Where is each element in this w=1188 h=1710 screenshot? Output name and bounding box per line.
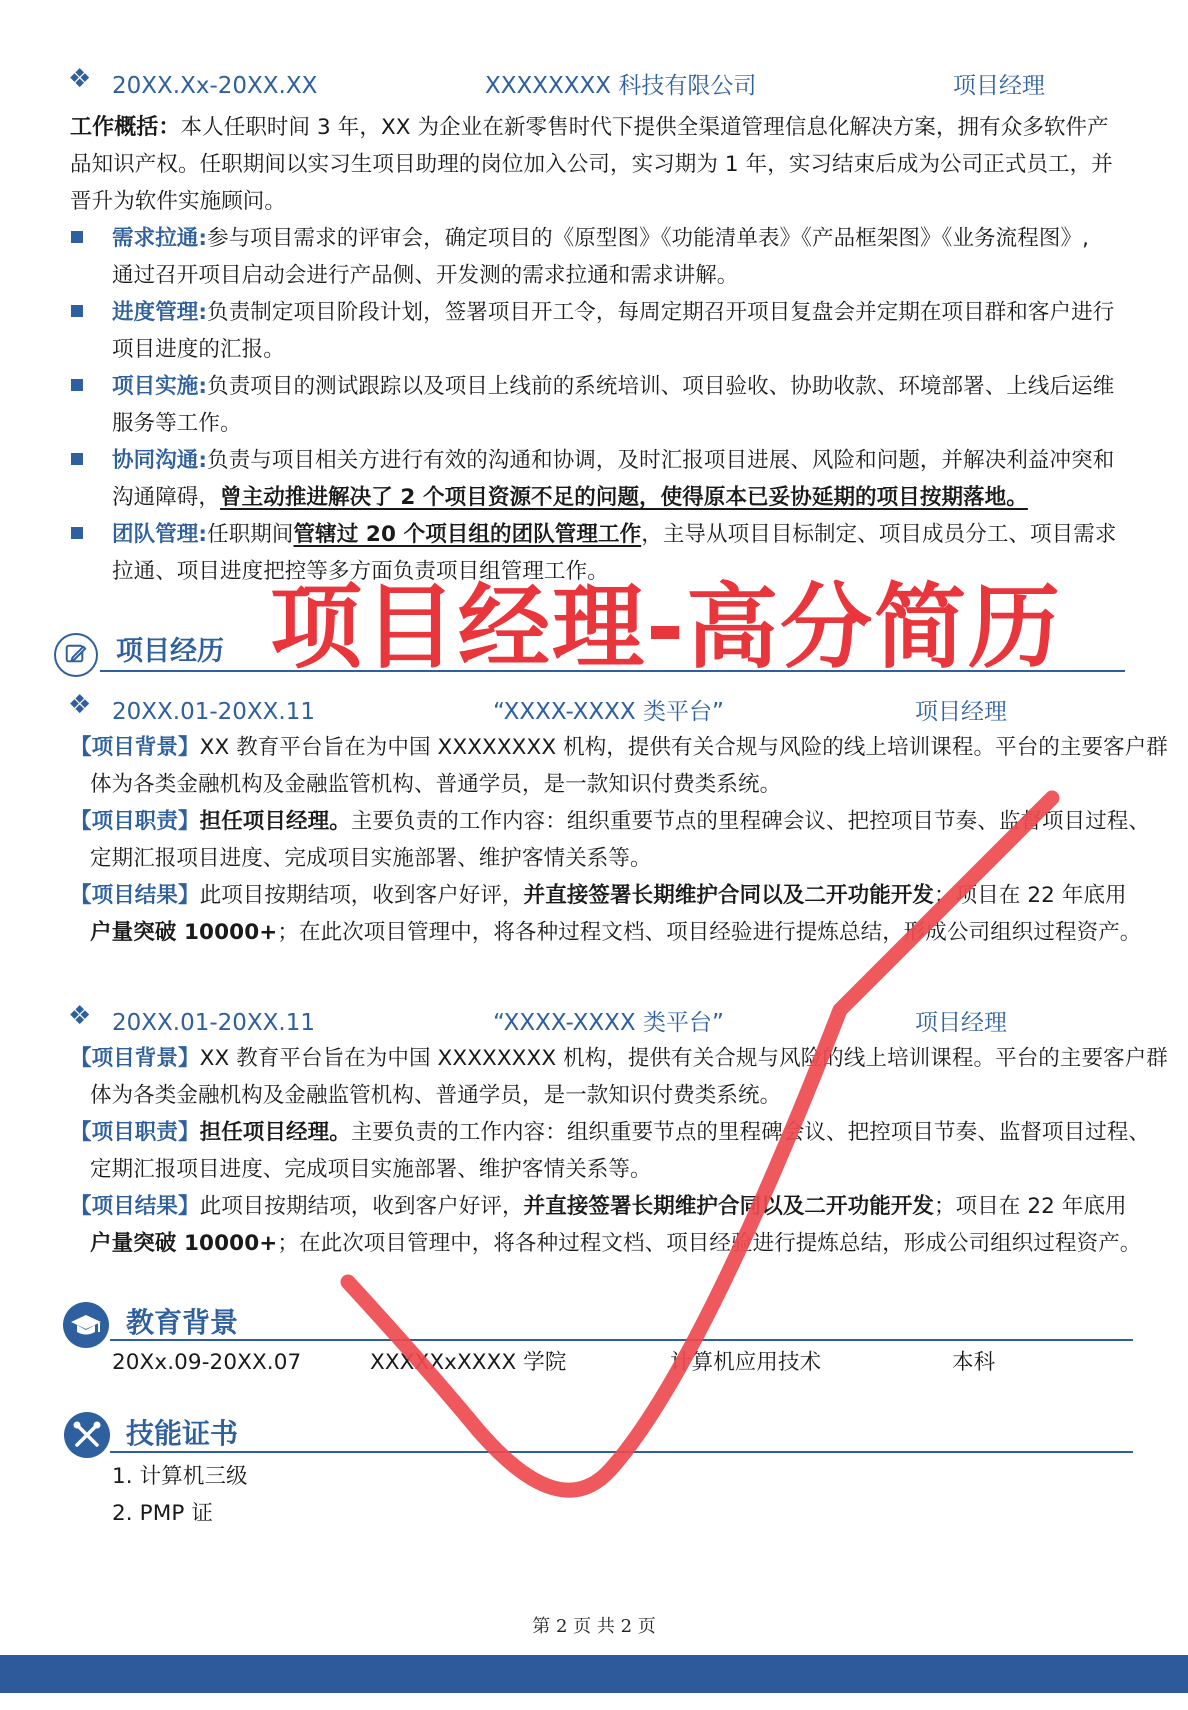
summary-label: 工作概括： — [70, 115, 181, 140]
project-background — [70, 1048, 1168, 1070]
project-name: “XXXX-XXXX 类平台” — [493, 699, 724, 725]
skill-item: 1. 计算机三级 — [112, 1464, 248, 1489]
project-role: 项目经理 — [915, 1010, 1007, 1036]
job-item-1-line2: 通过召开项目启动会进行产品侧、开发测的需求拉通和需求讲解。 — [112, 263, 739, 288]
job-period: 20XX.Xx-20XX.XX — [112, 73, 318, 99]
project-result-text: ；在此次项目管理中，将各种过程文档、项目经验进行提炼总结，形成公司组织过程资产。 — [277, 920, 1142, 945]
project-background-text: XX 教育平台旨在为中国 XXXXXXXX 机构，提供有关合规与风险的线上培训课程。平台的主要客户群 — [199, 1046, 1168, 1071]
project-duty-label: 【项目职责】 — [70, 809, 200, 834]
project-period: 20XX.01-20XX.11 — [112, 1010, 316, 1036]
project-duty-highlight: 担任项目经理。 — [199, 1120, 351, 1145]
project-name: “XXXX-XXXX 类平台” — [493, 1010, 724, 1036]
job-item-2-line2: 项目进度的汇报。 — [112, 337, 285, 362]
job-item-text: 负责项目的测试跟踪以及项目上线前的系统培训、项目验收、协助收款、环境部署、上线后运维 — [207, 374, 1115, 399]
project-result-text: ；项目在 22 年底用 — [934, 883, 1127, 908]
project-result-label: 【项目结果】 — [70, 883, 200, 908]
project-duty — [70, 1122, 1150, 1144]
job-item-5 — [112, 524, 1116, 546]
section-divider — [110, 1451, 1133, 1453]
page-number: 第 2 页 共 2 页 — [532, 1616, 656, 1637]
job-item-2 — [112, 302, 1114, 324]
project-duty — [70, 811, 1150, 833]
tools-icon — [64, 1412, 110, 1458]
project-duty-text: 主要负责的工作内容：组织重要节点的里程碑会议、把控项目节奏、监督项目过程、 — [350, 1120, 1151, 1145]
job-item-label: 协同沟通: — [112, 448, 208, 473]
square-bullet-icon — [71, 379, 83, 391]
job-item-3-line2: 服务等工作。 — [112, 411, 242, 436]
square-bullet-icon — [71, 305, 83, 317]
section-divider — [110, 1339, 1133, 1341]
summary-line-3: 晋升为软件实施顾问。 — [70, 189, 287, 214]
job-item-5-line2: 拉通、项目进度把控等多方面负责项目组管理工作。 — [112, 559, 609, 584]
job-item-3 — [112, 376, 1114, 398]
project-period: 20XX.01-20XX.11 — [112, 699, 316, 725]
job-item-text: 任职期间 — [207, 522, 294, 547]
job-item-highlight: 管辖过 20 个项目组的团队管理工作 — [293, 522, 642, 547]
project-duty-line2: 定期汇报项目进度、完成项目实施部署、维护客情关系等。 — [90, 1157, 652, 1182]
project-result-highlight: 户量突破 10000+ — [90, 920, 278, 945]
job-item-text: 沟通障碍， — [112, 485, 221, 510]
project-duty-label: 【项目职责】 — [70, 1120, 200, 1145]
summary-text: 本人任职时间 3 年，XX 为企业在新零售时代下提供全渠道管理信息化解决方案，拥有众多软件产 — [180, 115, 1109, 140]
company-name: XXXXXXXX 科技有限公司 — [485, 73, 757, 99]
education-major: 计算机应用技术 — [670, 1350, 822, 1375]
summary-line-1 — [70, 117, 1109, 139]
skill-item: 2. PMP 证 — [112, 1501, 213, 1526]
section-title-projects: 项目经历 — [116, 636, 224, 667]
job-role: 项目经理 — [953, 73, 1045, 99]
project-result-text: 此项目按期结项，收到客户好评， — [199, 1194, 524, 1219]
job-item-label: 需求拉通: — [112, 226, 208, 251]
edit-icon — [54, 633, 98, 677]
diamond-bullet-icon: ❖ — [68, 690, 92, 720]
square-bullet-icon — [71, 527, 83, 539]
job-item-text: 参与项目需求的评审会，确定项目的《原型图》《功能清单表》《产品框架图》《业务流程图》, — [207, 226, 1089, 251]
education-period: 20Xx.09-20XX.07 — [112, 1350, 302, 1375]
project-result-text: ；项目在 22 年底用 — [934, 1194, 1127, 1219]
project-result — [70, 1196, 1127, 1218]
job-item-label: 团队管理: — [112, 522, 208, 547]
project-result-highlight: 户量突破 10000+ — [90, 1231, 278, 1256]
project-result-highlight: 并直接签署长期维护合同以及二开功能开发 — [523, 1194, 935, 1219]
project-background-text: XX 教育平台旨在为中国 XXXXXXXX 机构，提供有关合规与风险的线上培训课程。平台的主要客户群 — [199, 735, 1168, 760]
footer-bar — [0, 1655, 1188, 1693]
job-item-1 — [112, 228, 1089, 250]
project-background-label: 【项目背景】 — [70, 1046, 200, 1071]
project-duty-highlight: 担任项目经理。 — [199, 809, 351, 834]
summary-line-2: 品知识产权。任职期间以实习生项目助理的岗位加入公司，实习期为 1 年，实习结束后成为公司正式员工，并 — [70, 152, 1113, 177]
education-degree: 本科 — [952, 1350, 996, 1375]
job-item-text: ，主导从项目目标制定、项目成员分工、项目需求 — [641, 522, 1117, 547]
job-item-label: 进度管理: — [112, 300, 208, 325]
square-bullet-icon — [71, 453, 83, 465]
watermark-title: 项目经理-高分简历 — [270, 574, 1063, 681]
project-result-text: ；在此次项目管理中，将各种过程文档、项目经验进行提炼总结，形成公司组织过程资产。 — [277, 1231, 1142, 1256]
project-result-text: 此项目按期结项，收到客户好评， — [199, 883, 524, 908]
project-background-line2: 体为各类金融机构及金融监管机构、普通学员，是一款知识付费类系统。 — [90, 1083, 782, 1108]
job-item-text: 负责制定项目阶段计划，签署项目开工令，每周定期召开项目复盘会并定期在项目群和客户进行 — [207, 300, 1115, 325]
section-title-skills: 技能证书 — [126, 1417, 239, 1450]
project-result-highlight: 并直接签署长期维护合同以及二开功能开发 — [523, 883, 935, 908]
job-item-4 — [112, 450, 1114, 472]
diamond-bullet-icon: ❖ — [68, 1001, 92, 1031]
square-bullet-icon — [71, 231, 83, 243]
job-item-text: 负责与项目相关方进行有效的沟通和协调，及时汇报项目进展、风险和问题，并解决利益冲突和 — [207, 448, 1115, 473]
project-result-label: 【项目结果】 — [70, 1194, 200, 1219]
project-background — [70, 737, 1168, 759]
graduation-cap-icon — [63, 1302, 109, 1348]
section-title-education: 教育背景 — [126, 1306, 239, 1339]
project-background-line2: 体为各类金融机构及金融监管机构、普通学员，是一款知识付费类系统。 — [90, 772, 782, 797]
project-duty-line2: 定期汇报项目进度、完成项目实施部署、维护客情关系等。 — [90, 846, 652, 871]
project-duty-text: 主要负责的工作内容：组织重要节点的里程碑会议、把控项目节奏、监督项目过程、 — [350, 809, 1151, 834]
project-background-label: 【项目背景】 — [70, 735, 200, 760]
project-result-line2 — [90, 1233, 1141, 1255]
job-item-4-line2 — [112, 487, 1028, 509]
project-role: 项目经理 — [915, 699, 1007, 725]
job-item-label: 项目实施: — [112, 374, 208, 399]
project-result-line2 — [90, 922, 1141, 944]
education-school: XXXXXxXXXX 学院 — [370, 1350, 567, 1375]
project-result — [70, 885, 1127, 907]
diamond-bullet-icon: ❖ — [68, 64, 92, 94]
job-item-highlight: 曾主动推进解决了 2 个项目资源不足的问题，使得原本已妥协延期的项目按期落地。 — [220, 485, 1028, 510]
